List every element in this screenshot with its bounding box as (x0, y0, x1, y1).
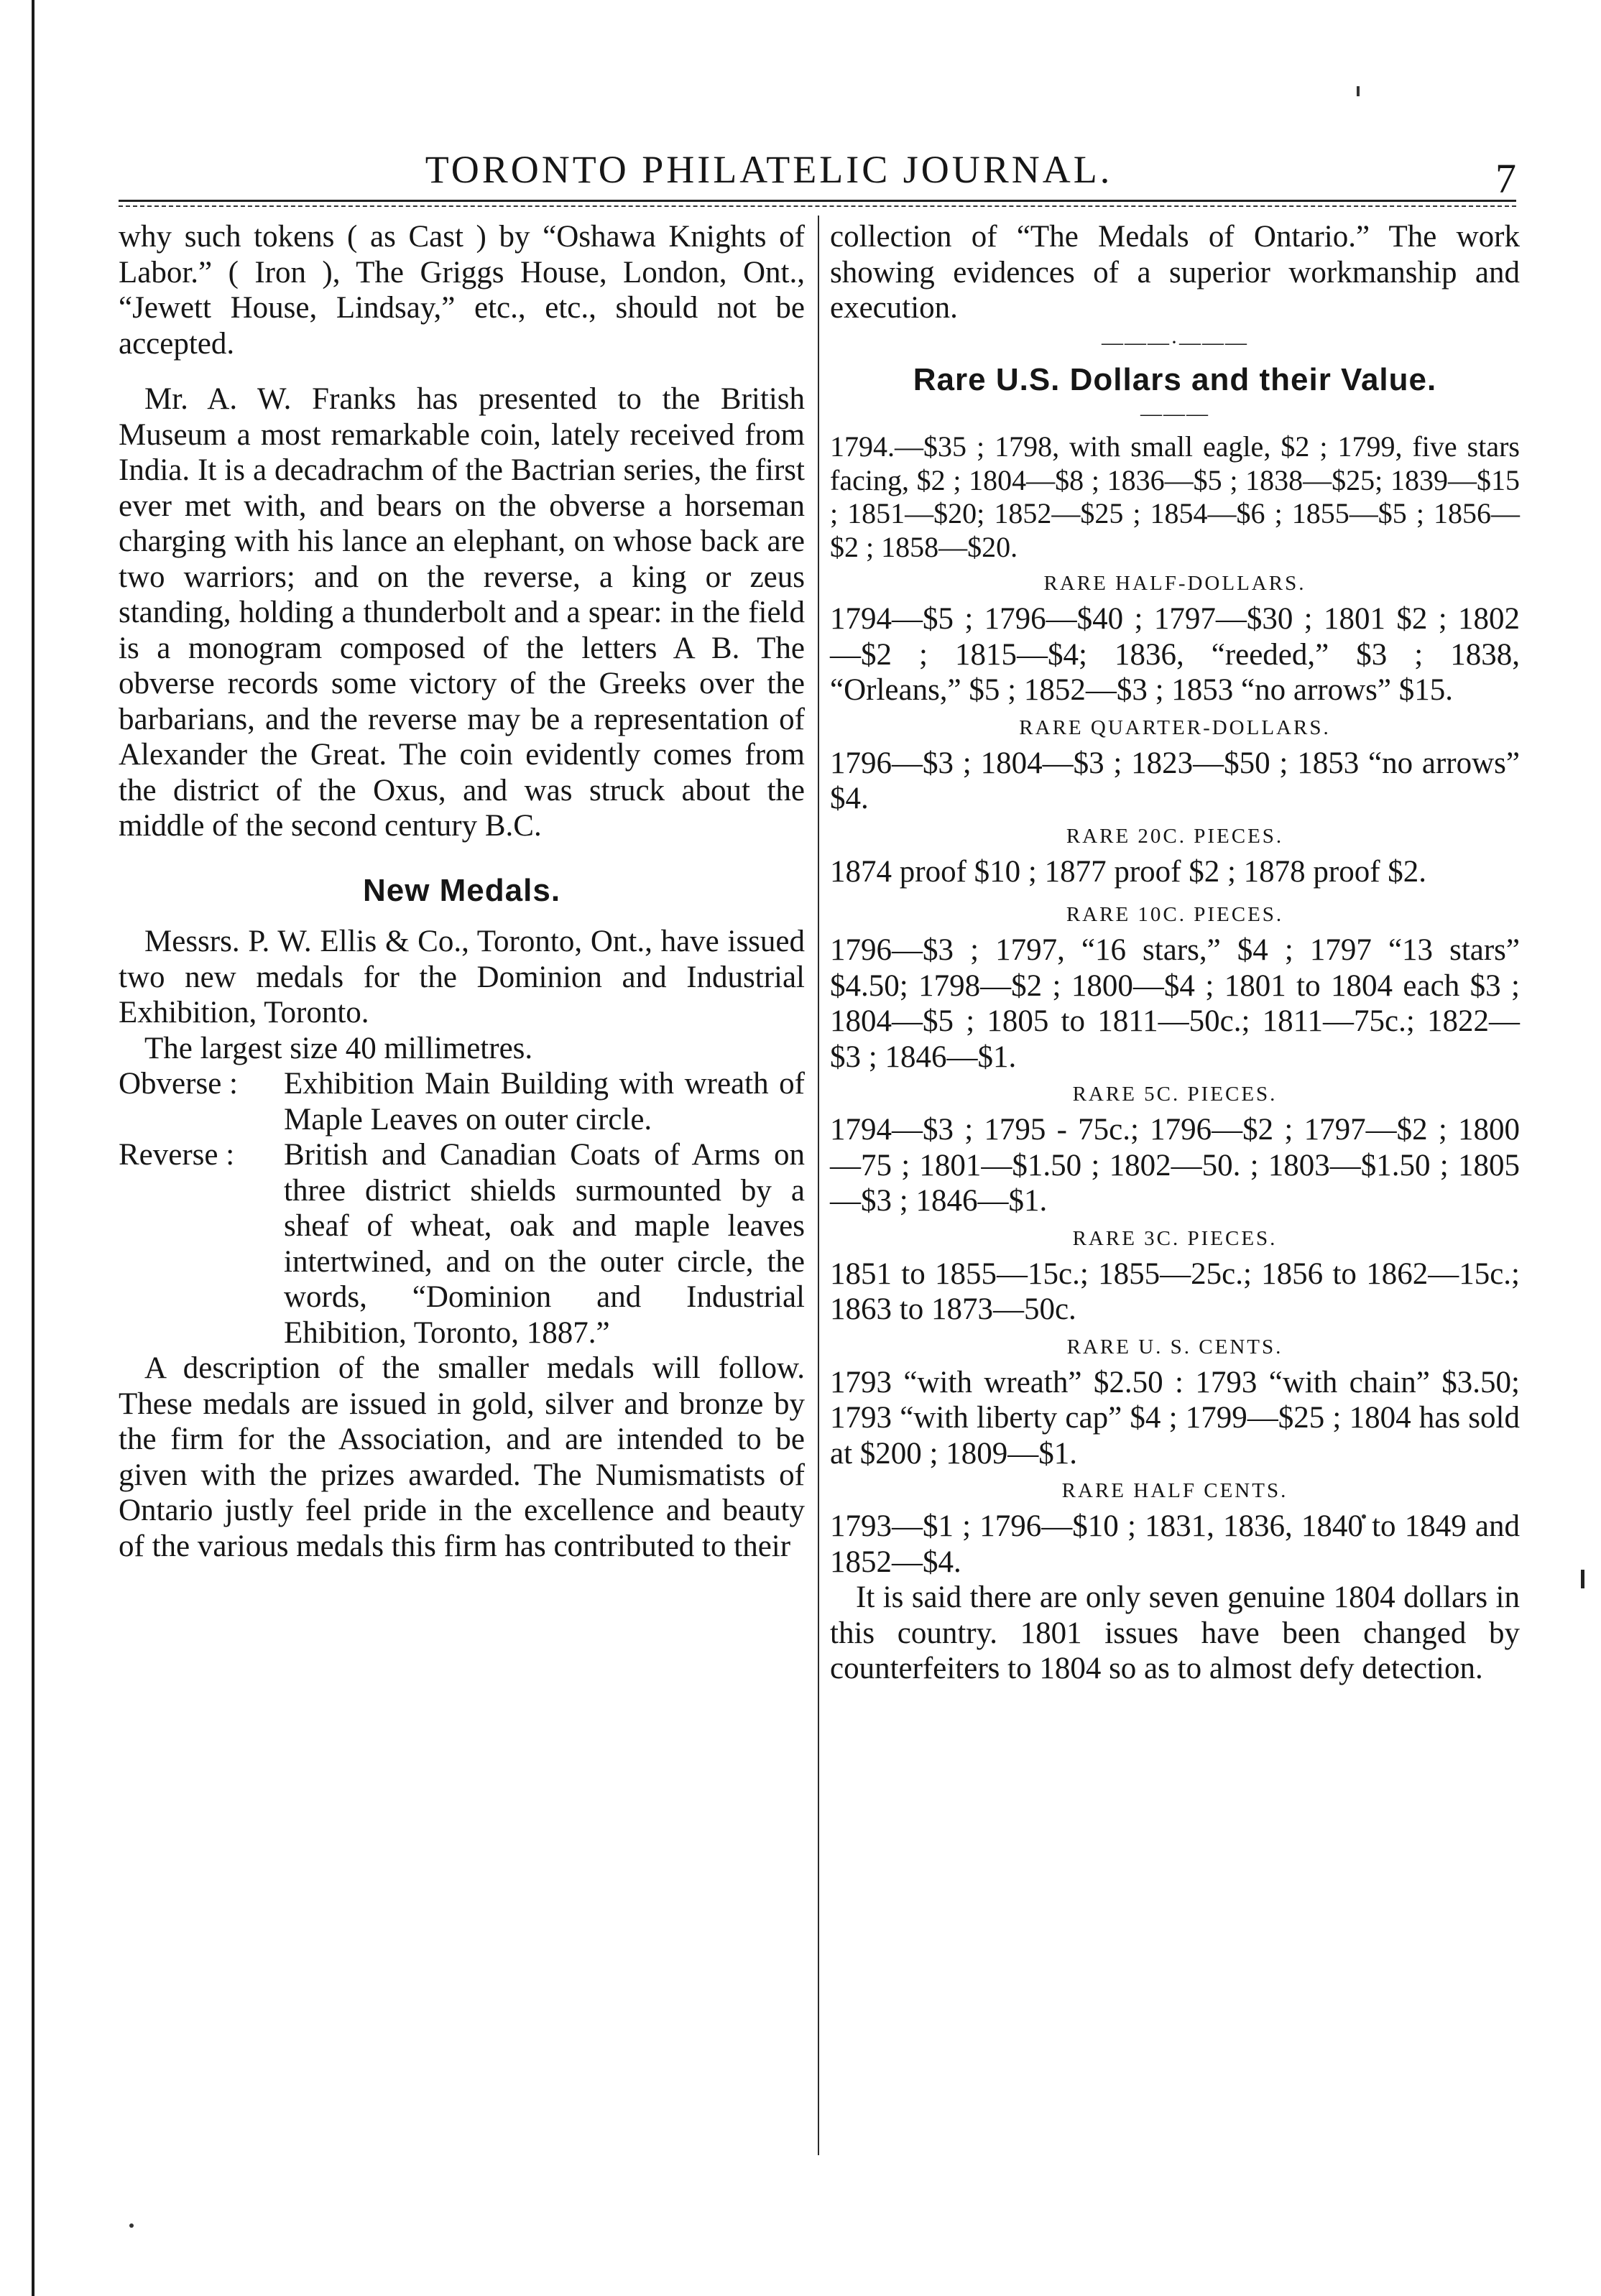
right-column (830, 219, 1520, 1687)
reverse-label: Reverse : (119, 1138, 235, 1172)
description-paragraph: A description of the smaller medals will follow. These medals are issued in gold, silver and bronze by the firm for the Association, and are intended to be given with the prizes awarded. The Numismatists of Ontario justly feel pride in the excellence and beauty of the various medals this firm has contributed to their (119, 1351, 805, 1563)
size-paragraph: The largest size 40 millimetres. (144, 1031, 533, 1065)
header-rule (119, 200, 1516, 202)
column-divider (818, 216, 819, 2155)
half-cents-subhead: RARE HALF CENTS. (1061, 1479, 1288, 1502)
scan-speck (1581, 1570, 1584, 1588)
page-number: 7 (1495, 155, 1516, 202)
half-dollars-subhead: RARE HALF-DOLLARS. (1043, 572, 1306, 595)
twenty-cent-subhead: RARE 20C. PIECES. (1066, 824, 1284, 848)
obverse-label: Obverse : (119, 1067, 238, 1101)
half-cents-list: 1793—$1 ; 1796—$10 ; 1831, 1836, 1840 to 1849 and 1852—$4. (830, 1509, 1520, 1579)
us-cents-subhead: RARE U. S. CENTS. (1066, 1335, 1283, 1358)
franks-paragraph: Mr. A. W. Franks has presented to the British Museum a most remarkable coin, lately received from India. It is a decadrachm of the Bactrian series, the first ever met with, and bears on the obverse a horseman charging with his lance an elephant, on whose back are two warriors; and on the reverse, a king or zeus standing, holding a thunderbolt and a spear: in the field is a monogram composed of the letters A B. The obverse records some victory of the Greeks over the barbarians, and the reverse may be a representation of Alexander the Great. The coin evidently comes from the district of the Oxus, and was struck about the middle of the second century B.C. (119, 382, 805, 843)
reverse-text: British and Canadian Coats of Arms on three district shields surmounted by a sheaf of wheat, oak and maple leaves intertwined, and on the outer circle, the words, “Dominion and Industrial Ehibition, Toronto, 1887.” (284, 1138, 805, 1350)
three-cent-subhead: RARE 3C. PIECES. (1072, 1226, 1278, 1250)
ten-cent-subhead: RARE 10C. PIECES. (1066, 903, 1284, 926)
dollars-list: 1794.—$35 ; 1798, with small eagle, $2 ; 1799, five stars facing, $2 ; 1804—$8 ; 1836—$5 ; 1838—$25; 1839—$15 ; 1851—$20; 1852—$25 ; 1854—$6 ; 1855—$5 ; 1856—$2 ; 1858—$20. (830, 430, 1520, 563)
twenty-cent-list: 1874 proof $10 ; 1877 proof $2 ; 1878 proof $2. (830, 854, 1427, 889)
left-column (119, 219, 805, 1564)
journal-title: TORONTO PHILATELIC JOURNAL. (425, 148, 1113, 191)
closing-paragraph: It is said there are only seven genuine 1804 dollars in this country. 1801 issues have been changed by counterfeiters to 1804 so as to almost defy detection. (830, 1580, 1520, 1685)
three-cent-list: 1851 to 1855—15c.; 1855—25c.; 1856 to 1862—15c.; 1863 to 1873—50c. (830, 1256, 1520, 1326)
five-cent-list: 1794—$3 ; 1795 - 75c.; 1796—$2 ; 1797—$2 ; 1800—75 ; 1801—$1.50 ; 1802—50. ; 1803—$1.50 ; 1805—$3 ; 1846—$1. (830, 1113, 1520, 1218)
scan-speck (129, 2223, 134, 2228)
quarter-dollars-list: 1796—$3 ; 1804—$3 ; 1823—$50 ; 1853 “no arrows” $4. (830, 746, 1520, 815)
page-binding-line (32, 0, 34, 2296)
medals-collection-paragraph: collection of “The Medals of Ontario.” The work showing evidences of a superior workmanship and execution. (830, 220, 1520, 325)
running-head (86, 147, 1516, 202)
section-separator: ——— (1140, 402, 1209, 425)
ellis-paragraph: Messrs. P. W. Ellis & Co., Toronto, Ont., have issued two new medals for the Dominion and Industrial Exhibition, Toronto. (119, 925, 805, 1029)
quarter-dollars-subhead: RARE QUARTER-DOLLARS. (1019, 716, 1331, 739)
reverse-entry (119, 1137, 805, 1351)
rare-dollars-heading: Rare U.S. Dollars and their Value. (913, 361, 1437, 397)
tokens-paragraph: why such tokens ( as Cast ) by “Oshawa Knights of Labor.” ( Iron ), The Griggs House, London, Ont., “Jewett House, Lindsay,” etc., etc., should not be accepted. (119, 220, 805, 361)
us-cents-list: 1793 “with wreath” $2.50 : 1793 “with chain” $3.50; 1793 “with liberty cap” $4 ; 1799—$25 ; 1804 has sold at $200 ; 1809—$1. (830, 1365, 1520, 1471)
obverse-text: Exhibition Main Building with wreath of Maple Leaves on outer circle. (284, 1067, 805, 1137)
new-medals-heading: New Medals. (362, 872, 561, 908)
section-separator: ———·——— (1102, 330, 1248, 354)
scan-speck (1357, 86, 1360, 96)
header-rule-dashed (119, 205, 1516, 207)
ten-cent-list: 1796—$3 ; 1797, “16 stars,” $4 ; 1797 “13 stars” $4.50; 1798—$2 ; 1800—$4 ; 1801 to 1804 each $3 ; 1804—$5 ; 1805 to 1811—50c.; 1811—75c.; 1822—$3 ; 1846—$1. (830, 933, 1520, 1074)
five-cent-subhead: RARE 5C. PIECES. (1072, 1083, 1278, 1106)
half-dollars-list: 1794—$5 ; 1796—$40 ; 1797—$30 ; 1801 $2 ; 1802—$2 ; 1815—$4; 1836, “reeded,” $3 ; 1838, “Orleans,” $5 ; 1852—$3 ; 1853 “no arrows” $15. (830, 602, 1520, 707)
obverse-entry (119, 1066, 805, 1137)
